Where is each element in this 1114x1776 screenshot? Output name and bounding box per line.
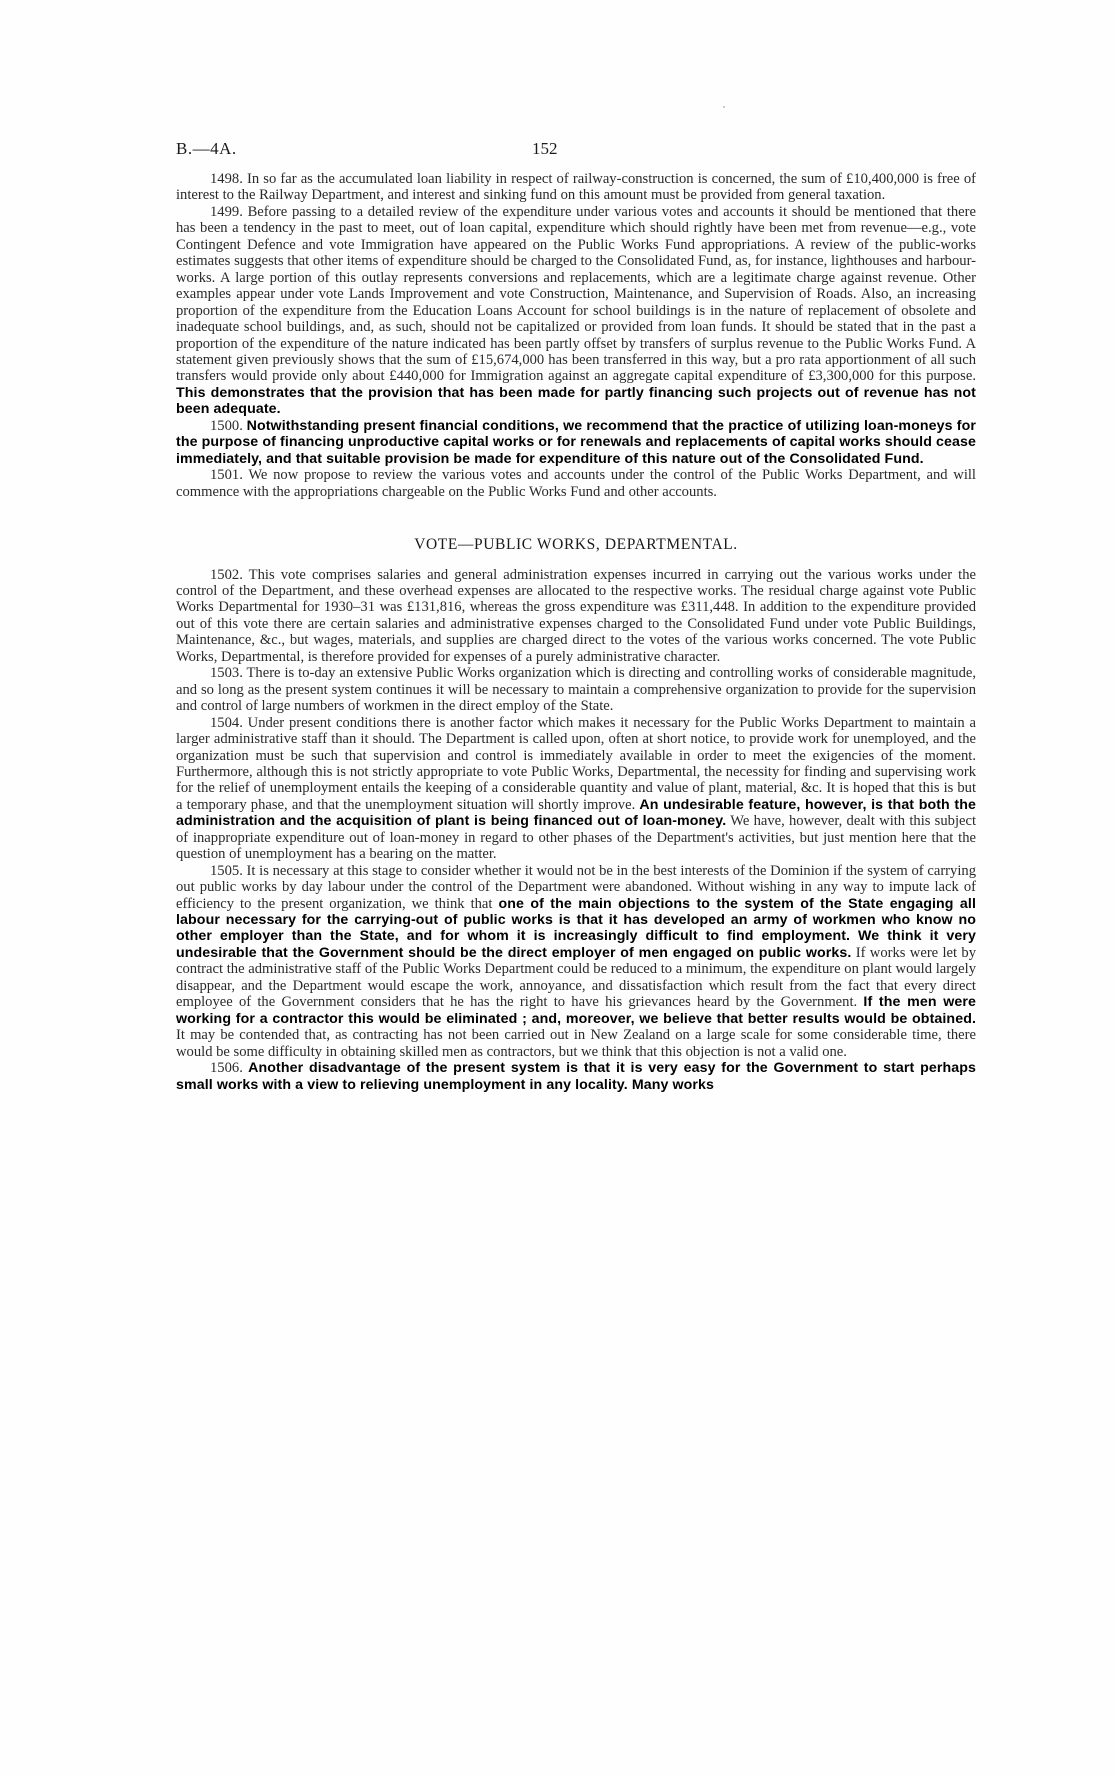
- paragraph: [176, 467, 976, 500]
- paragraph-number: 1504.: [210, 714, 243, 731]
- paragraph-text-bold: An undesirable feature, however, is that both the administration and the acquisition of plant is being financed out of loan-money.: [176, 796, 976, 830]
- paragraph-number: 1501.: [210, 467, 243, 484]
- paragraph-text: In so far as the accumulated loan liability in respect of railway-construction is concerned, the sum of £10,400,000 is free of interest to the Railway Department, and interest and sinking fund on this amount must be provided from general taxation.: [176, 171, 976, 204]
- paragraph: [176, 204, 976, 418]
- paragraph: [176, 715, 976, 863]
- paragraph-text-bold: one of the main objections to the system of the State engaging all labour necessary for the carrying-out of public works is that it has developed an army of workmen who know no other employer than the State, and for whom it is increasingly difficult to find employment. We think it very undesirable that the Government should be the direct employer of men engaged on public works.: [176, 895, 976, 961]
- paragraph-text: It may be contended that, as contracting has not been carried out in New Zealand on a large scale for some considerable time, there would be some difficulty in obtaining skilled men as contractors, but we think that this objection is not a valid one.: [176, 1027, 976, 1060]
- document-body: [176, 171, 976, 1093]
- paragraph-text: This vote comprises salaries and general administration expenses incurred in carrying out the various works under the control of the Department, and these overhead expenses are allocated to the respective works. The residual charge against vote Public Works Departmental for 1930–31 was £131,816, whereas the gross expenditure was £311,448. In addition to the expenditure provided out of this vote there are certain salaries and administrative expenses charged to the Consolidated Fund under vote Public Buildings, Maintenance, &c., but wages, materials, and supplies are charged direct to the votes of the various works concerned. The vote Public Works, Departmental, is therefore provided for expenses of a purely administrative character.: [176, 566, 976, 665]
- page-number: 152: [532, 139, 558, 158]
- paragraph-number: 1502.: [210, 566, 243, 583]
- paragraph-text: We have, however, dealt with this subject of inappropriate expenditure out of loan-money in regard to other phases of the Department's activities, but just mention here that the question of unemployment has a bearing on the matter.: [176, 813, 977, 863]
- paragraph-number: 1498.: [210, 171, 243, 187]
- paragraph-text-bold: This demonstrates that the provision that has been made for partly financing such projects out of revenue has not been adequate.: [176, 384, 976, 418]
- paragraph-text: It is necessary at this stage to consider whether it would not be in the best interests of the Dominion if the system of carrying out public works by day labour under the control of the Department were abandoned. Without wishing in any way to impute lack of efficiency to the present organization, we think that: [176, 862, 976, 912]
- paragraph: [176, 863, 976, 1060]
- paragraph-text: If works were let by contract the administrative staff of the Public Works Department could be reduced to a minimum, the expenditure on plant would largely disappear, and the Department would escape the work, annoyance, and dissatisfaction which result from the fact that every direct employee of the Government considers that he has the right to have his grievances heard by the Government.: [176, 944, 976, 1011]
- paragraph-number: 1499.: [210, 203, 243, 220]
- paragraph-text-bold: Notwithstanding present financial conditions, we recommend that the practice of utilizing loan-moneys for the purpose of financing unproductive capital works or for renewals and replacements of capital works should cease immediately, and that suitable provision be made for expenditure of this nature out of the Consolidated Fund.: [176, 417, 976, 467]
- paragraph-text-bold: If the men were working for a contractor this would be eliminated ; and, moreover, we believe that better results would be obtained.: [176, 994, 976, 1027]
- section-heading: VOTE—PUBLIC WORKS, DEPARTMENTAL.: [414, 536, 738, 554]
- paragraph-text: Before passing to a detailed review of the expenditure under various votes and accounts it should be mentioned that there has been a tendency in the past to meet, out of loan capital, expenditure which should rightly have been met from revenue—e.g., vote Contingent Defence and vote Immigration have appeared on the Public Works Fund appropriations. A review of the public-works estimates suggests that other items of expenditure should be charged to the Consolidated Fund, as, for instance, lighthouses and harbour-works. A large portion of this outlay represents conversions and replacements, which are a legitimate charge against revenue. Other examples appear under vote Lands Improvement and vote Construction, Maintenance, and Supervision of Roads. Also, an increasing proportion of the expenditure from the Education Loans Account for school buildings is in the nature of replacement of obsolete and inadequate school buildings, and, as such, should not be capitalized or provided from loan funds. It should be stated that in the past a proportion of the expenditure of the nature indicated has been partly offset by transfers of surplus revenue to the Public Works Fund. A statement given previously shows that the sum of £15,674,000 has been transferred in this way, but a pro rata apportionment of all such transfers would provide only about £440,000 for Immigration against an aggregate capital expenditure of £3,300,000 for this purpose.: [176, 203, 976, 385]
- paragraph-group-top: [176, 171, 976, 500]
- paragraph: [176, 171, 976, 204]
- paragraph: [176, 567, 976, 666]
- paragraph-text: We now propose to review the various votes and accounts under the control of the Public Works Department, and will commence with the appropriations chargeable on the Public Works Fund and other accounts.: [176, 467, 976, 500]
- paragraph-group-bottom: [176, 567, 976, 1094]
- page-header: [176, 139, 976, 163]
- paragraph-text: Under present conditions there is another factor which makes it necessary for the Public Works Department to maintain a larger administrative staff than it should. The Department is called upon, often at short notice, to provide work for unemployed, and the organization must be such that supervision and control is immediately available in order to meet the exigencies of the moment. Furthermore, although this is not strictly appropriate to vote Public Works, Departmental, the necessity for finding and supervising work for the relief of unemployment entails the keeping of a considerable quantity and value of plant, material, &c. It is hoped that this is but a temporary phase, and that the unemployment situation will shortly improve.: [176, 714, 976, 813]
- scan-speck: [723, 106, 725, 108]
- paragraph: [176, 418, 976, 467]
- paragraph-number: 1503.: [210, 665, 243, 682]
- paragraph-number: 1505.: [210, 862, 243, 879]
- paragraph-number: 1506.: [210, 1060, 243, 1077]
- paragraph-text: There is to-day an extensive Public Works organization which is directing and controlling works of considerable magnitude, and so long as the present system continues it will be necessary to maintain a comprehensive organization to provide for the supervision and control of large numbers of workmen in the direct employ of the State.: [176, 665, 976, 715]
- paragraph-number: 1500.: [210, 417, 243, 434]
- paragraph-text-bold: Another disadvantage of the present system is that it is very easy for the Government to start perhaps small works with a view to relieving unemployment in any locality. Many works: [176, 1060, 976, 1093]
- paragraph: [176, 1060, 976, 1093]
- paragraph: [176, 665, 976, 714]
- document-reference: B.—4A.: [176, 139, 237, 158]
